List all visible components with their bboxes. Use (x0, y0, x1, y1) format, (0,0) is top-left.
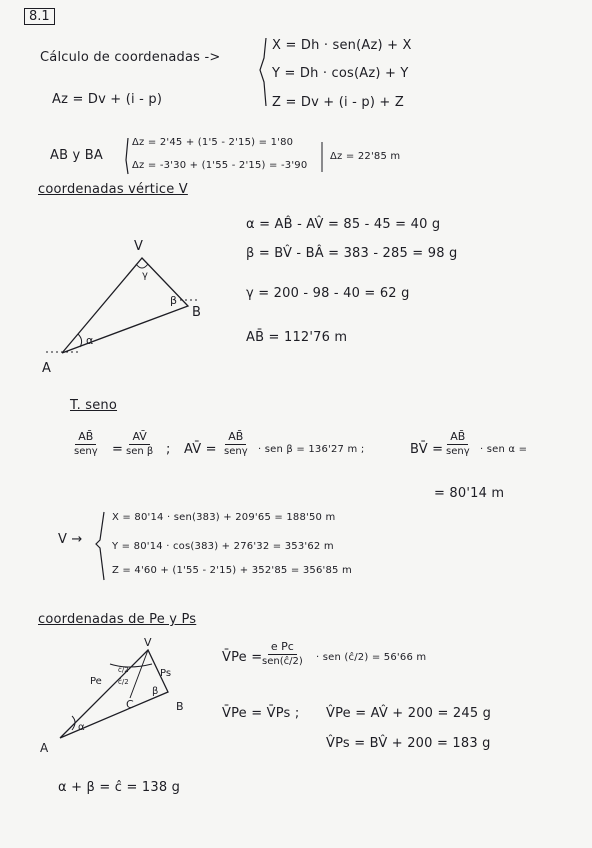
sine-f1-den: senγ (74, 446, 98, 457)
av-label: AV̄ = (184, 442, 217, 457)
ab-ba-result: Δz = 22'85 m (330, 151, 401, 162)
heading-vertex: coordenadas vértice V (38, 182, 188, 197)
equals-sign: = (112, 442, 124, 457)
triangle-1-v: V (134, 239, 143, 254)
ab-ba-line1: Δz = 2'45 + (1'5 - 2'15) = 1'80 (132, 137, 294, 148)
triangle-2-alpha: α (78, 722, 85, 733)
v-coord-x: X = 80'14 · sen(383) + 209'65 = 188'50 m (112, 512, 336, 523)
sine-f1-num: AB̄ (75, 430, 96, 445)
heading-pe-ps: coordenadas de Pe y Ps (38, 612, 197, 627)
bv-label: BV̄ = (410, 442, 444, 457)
triangle-2-b: B (176, 700, 184, 713)
vpe-den: sen(ĉ/2) (262, 656, 303, 667)
sine-f3-num: AB̄ (225, 430, 246, 445)
bv-tail: · sen α = (480, 444, 528, 455)
triangle-2-v: V (144, 636, 152, 649)
triangle-2-ps: Ps (160, 668, 172, 679)
ab-ba-line2: Δz = -3'30 + (1'55 - 2'15) = -3'90 (132, 160, 308, 171)
alpha-arc-2 (72, 716, 75, 730)
formula-y: Y = Dh · cos(Az) + Y (272, 66, 409, 81)
alpha-arc (78, 334, 82, 347)
vpe-result: · sen (ĉ/2) = 56'66 m (316, 652, 427, 663)
angle-beta: β = BV̂ - BÂ = 383 - 285 = 98 g (246, 246, 458, 261)
v-coord-z: Z = 4'60 + (1'55 - 2'15) + 352'85 = 356'85 m (112, 565, 352, 576)
bv-result: = 80'14 m (434, 486, 505, 501)
formula-brace (260, 38, 266, 106)
angle-alpha: α = AB̂ - AV̂ = 85 - 45 = 40 g (246, 217, 441, 232)
sine-f2-num: AV̄ (129, 430, 149, 445)
formula-x: X = Dh · sen(Az) + X (272, 38, 412, 53)
triangle-1-beta: β (170, 294, 178, 307)
triangle-1-gamma: γ (142, 270, 148, 281)
triangle-1-a: A (42, 361, 51, 376)
vpe-label: V̄Pe = (222, 650, 263, 665)
sine-f4-num: AB̄ (447, 430, 468, 445)
angle-gamma: γ = 200 - 98 - 40 = 62 g (246, 286, 410, 301)
calc-title: Cálculo de coordenadas -> (40, 50, 221, 65)
v-brace (96, 512, 104, 580)
sine-title-text: T. seno (70, 398, 118, 413)
vps-azimuth: V̂Ps = BV̂ + 200 = 183 g (326, 736, 491, 751)
vpe-num: e Pc (268, 640, 297, 655)
triangle-2-beta: β (152, 686, 159, 697)
av-result: · sen β = 136'27 m ; (258, 444, 365, 455)
ab-ba-brace (126, 138, 128, 174)
bisector (130, 650, 148, 698)
az-formula: Az = Dv + (i - p) (52, 92, 163, 107)
vpe-azimuth: V̂Pe = AV̂ + 200 = 245 g (326, 706, 492, 721)
sine-f3-den: senγ (224, 446, 248, 457)
alpha-beta-sum: α + β = ĉ = 138 g (58, 780, 181, 795)
ab-distance: AB̄ = 112'76 m (246, 330, 348, 345)
v-coords-label: V → (58, 532, 83, 547)
v-coord-y: Y = 80'14 · cos(383) + 276'32 = 353'62 m (112, 541, 334, 552)
sine-f2-den: sen β (126, 446, 154, 457)
triangle-2-c2: ĉ/2 (118, 678, 129, 686)
triangle-2-c: C (126, 698, 134, 711)
triangle-1-b: B (192, 305, 201, 320)
sine-f4-den: senγ (446, 446, 470, 457)
vpe-vps: V̄Pe = V̄Ps ; (222, 706, 300, 721)
semicolon: ; (166, 442, 171, 457)
formula-z: Z = Dv + (i - p) + Z (272, 95, 404, 110)
ab-ba-label: AB y BA (50, 148, 103, 163)
gamma-arc (136, 264, 148, 268)
triangle-2-a: A (40, 741, 49, 755)
triangle-2-c1: ĉ/2 (118, 666, 129, 674)
triangle-2-pe: Pe (90, 676, 102, 687)
section-number: 8.1 (24, 8, 55, 25)
pe-ps-arc (110, 664, 152, 667)
triangle-1-alpha: α (86, 334, 94, 347)
